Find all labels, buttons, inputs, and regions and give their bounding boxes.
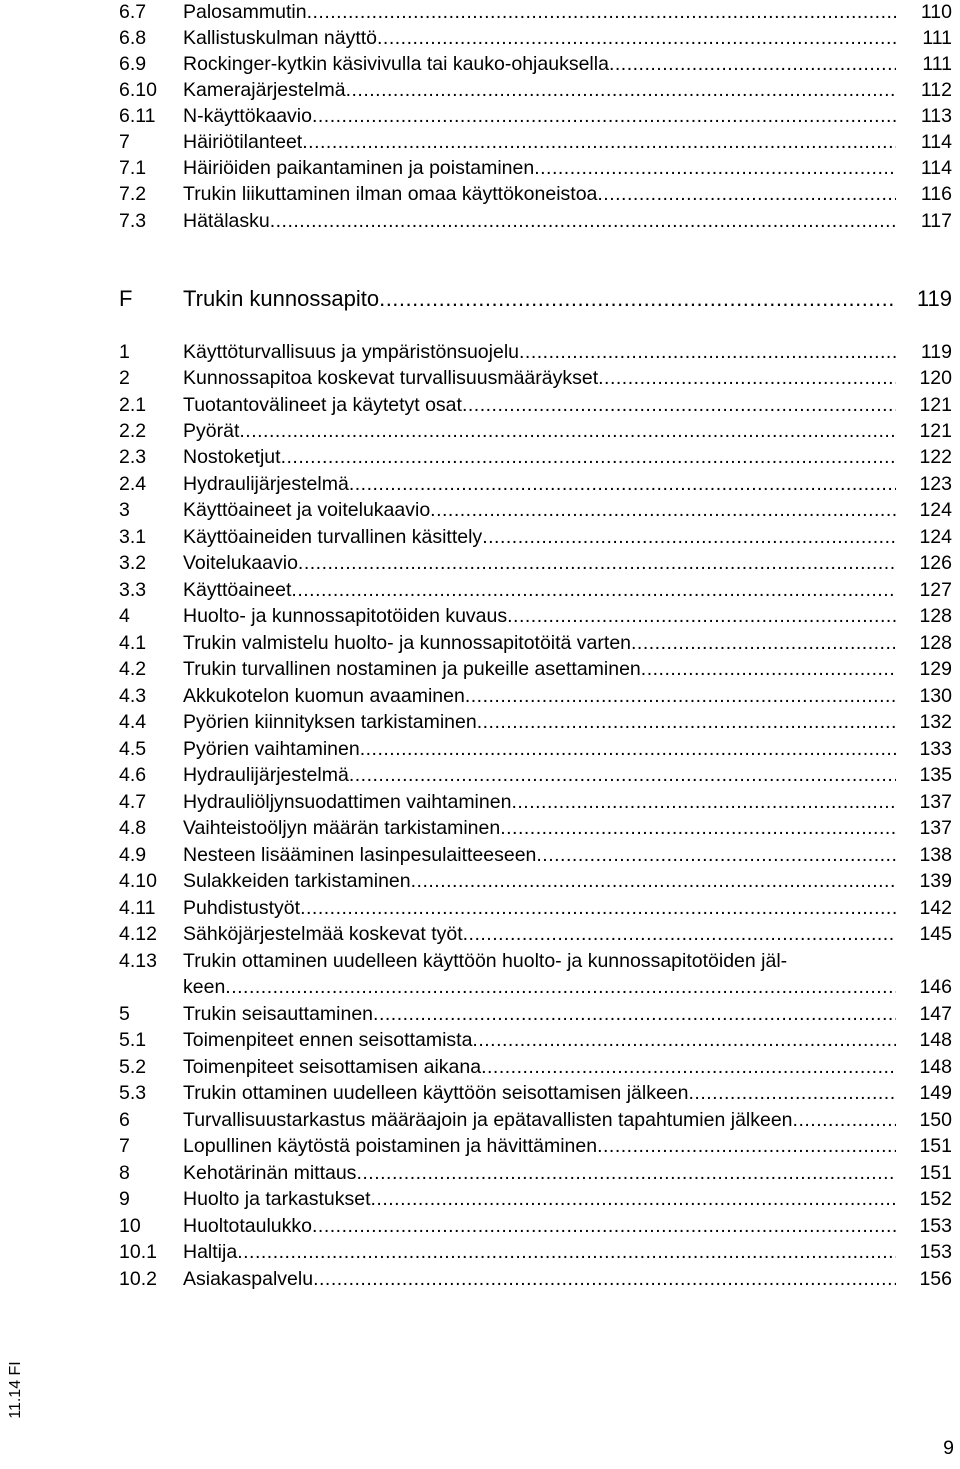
toc-entry-multiline-first[interactable]	[0, 948, 960, 974]
toc-entry-page: 127	[919, 579, 952, 601]
leader-dots	[298, 550, 896, 576]
toc-entry[interactable]	[0, 1239, 960, 1265]
leader-dots	[597, 181, 896, 207]
toc-entry-title: Puhdistustyöt	[183, 897, 301, 919]
toc-entry-title: Käyttöturvallisuus ja ympäristönsuojelu	[183, 341, 519, 363]
toc-entry-page: 124	[919, 526, 952, 548]
toc-entry-page: 120	[919, 367, 952, 389]
toc-entry-title: Toimenpiteet ennen seisottamista	[183, 1029, 473, 1051]
toc-entry-title: Käyttöaineet	[183, 579, 292, 601]
leader-dots	[689, 1080, 897, 1106]
toc-entry-title: Toimenpiteet seisottamisen aikana	[183, 1056, 482, 1078]
toc-entry-number: 3.3	[119, 579, 147, 601]
leader-dots	[291, 577, 896, 603]
toc-entry[interactable]	[0, 181, 960, 207]
leader-dots	[609, 51, 896, 77]
toc-entry[interactable]	[0, 51, 960, 77]
toc-entry[interactable]	[0, 656, 960, 682]
toc-entry-number: 1	[119, 341, 130, 363]
toc-entry[interactable]	[0, 392, 960, 418]
toc-entry-title: Akkukotelon kuomun avaaminen	[183, 685, 465, 707]
toc-entry-number: 8	[119, 1162, 130, 1184]
leader-dots	[302, 129, 896, 155]
toc-entry-title: Käyttöaineiden turvallinen käsittely	[183, 526, 483, 548]
leader-dots	[534, 155, 896, 181]
toc-entry-page: 153	[919, 1215, 952, 1237]
toc-entry[interactable]	[0, 0, 960, 25]
toc-entry-title: Kallistuskulman näyttö	[183, 27, 378, 49]
toc-entry[interactable]	[0, 921, 960, 947]
toc-entry[interactable]	[0, 762, 960, 788]
toc-entry-title: Huolto ja tarkastukset	[183, 1188, 371, 1210]
leader-dots	[472, 1027, 896, 1053]
toc-entry-page: 138	[919, 844, 952, 866]
toc-entry-page: 119	[920, 341, 952, 363]
leader-dots	[239, 418, 896, 444]
toc-entry-title: Hydraulijärjestelmä	[183, 473, 349, 495]
toc-entry-title: Asiakaspalvelu	[183, 1268, 314, 1290]
toc-entry[interactable]	[0, 842, 960, 868]
leader-dots	[631, 630, 896, 656]
toc-entry[interactable]	[0, 1027, 960, 1053]
toc-entry-title: Huoltotaulukko	[183, 1215, 312, 1237]
leader-dots	[536, 842, 896, 868]
toc-entry-page: 151	[919, 1162, 952, 1184]
toc-entry[interactable]	[0, 339, 960, 365]
toc-entry-number: 3	[119, 499, 130, 521]
toc-entry-number: 6.11	[119, 105, 156, 127]
toc-entry[interactable]	[0, 1213, 960, 1239]
toc-entry[interactable]	[0, 77, 960, 103]
leader-dots	[346, 77, 896, 103]
toc-entry-title: Trukin turvallinen nostaminen ja pukeille asettaminen	[183, 658, 641, 680]
toc-entry-page: 111	[922, 27, 952, 49]
leader-dots	[312, 1213, 896, 1239]
toc-entry-title: Lopullinen käytöstä poistaminen ja hävittäminen	[183, 1135, 598, 1157]
leader-dots	[597, 1133, 896, 1159]
leader-dots	[237, 1239, 896, 1265]
leader-dots	[482, 524, 896, 550]
toc-entry-page: 137	[919, 817, 952, 839]
toc-entry-number: 5.1	[119, 1029, 147, 1051]
toc-entry[interactable]	[0, 603, 960, 629]
toc-entry[interactable]	[0, 129, 960, 155]
toc-entry-page: 145	[919, 923, 952, 945]
toc-entry-number: 4.8	[119, 817, 147, 839]
toc-entry-title: Voitelukaavio	[183, 552, 298, 574]
toc-entry-number: 7.3	[119, 210, 147, 232]
toc-entry-title: Vaihteistoöljyn määrän tarkistaminen	[183, 817, 501, 839]
toc-entry-number: 7	[119, 131, 130, 153]
toc-entry[interactable]	[0, 1186, 960, 1212]
toc-entry-page: 146	[919, 976, 952, 998]
toc-entry-title: Hätälasku	[183, 210, 270, 232]
leader-dots	[373, 1001, 896, 1027]
leader-dots	[312, 103, 896, 129]
toc-entry-page: 139	[919, 870, 952, 892]
toc-entry[interactable]	[0, 524, 960, 550]
toc-entry-number: F	[119, 286, 133, 311]
toc-entry-title-continuation: keen	[183, 976, 226, 998]
toc-entry-title: Trukin valmistelu huolto- ja kunnossapitotöitä varten	[183, 632, 632, 654]
toc-entry-multiline-second[interactable]	[0, 974, 960, 1000]
toc-entry-title: Hydrauliöljynsuodattimen vaihtaminen	[183, 791, 512, 813]
toc-entry[interactable]	[0, 577, 960, 603]
toc-entry-number: 6	[119, 1109, 130, 1131]
toc-entry-title: Trukin liikuttaminen ilman omaa käyttökoneistoa	[183, 183, 598, 205]
toc-entry-page: 133	[919, 738, 952, 760]
toc-entry-page: 121	[919, 420, 952, 442]
toc-entry-number: 6.8	[119, 27, 147, 49]
toc-entry[interactable]	[0, 497, 960, 523]
toc-entry-title: N-käyttökaavio	[183, 105, 312, 127]
toc-entry-number: 4.5	[119, 738, 147, 760]
toc-entry-number: 7	[119, 1135, 130, 1157]
toc-entry-number: 5	[119, 1003, 130, 1025]
toc-entry-number: 2.2	[119, 420, 147, 442]
toc-entry-page: 132	[919, 711, 952, 733]
toc-entry-number: 4.2	[119, 658, 147, 680]
toc-entry-number: 9	[119, 1188, 130, 1210]
toc-entry-number: 4.13	[119, 950, 157, 972]
version-text: 11.14 FI	[7, 1361, 24, 1419]
toc-entry-page: 114	[920, 131, 952, 153]
toc-entry-page: 119	[916, 286, 952, 311]
toc-entry[interactable]	[0, 815, 960, 841]
toc-entry-title: Palosammutin	[183, 1, 307, 23]
toc-entry-number: 4.12	[119, 923, 157, 945]
leader-dots	[465, 683, 896, 709]
toc-entry-page: 128	[919, 605, 952, 627]
toc-entry-title: Huolto- ja kunnossapitotöiden kuvaus	[183, 605, 508, 627]
toc-entry-page: 111	[922, 53, 952, 75]
toc-entry-number: 7.2	[119, 183, 147, 205]
toc-entry[interactable]	[0, 1054, 960, 1080]
toc-entry-number: 3.1	[119, 526, 147, 548]
toc-entry-title: Häiriöiden paikantaminen ja poistaminen	[183, 157, 535, 179]
leader-dots	[411, 868, 896, 894]
toc-entry-number: 4.7	[119, 791, 147, 813]
toc-entry[interactable]	[0, 208, 960, 234]
toc-entry-number: 6.9	[119, 53, 147, 75]
toc-entry-page: 124	[919, 499, 952, 521]
toc-entry-number: 2	[119, 367, 130, 389]
toc-entry-page: 123	[919, 473, 952, 495]
toc-entry-number: 4.6	[119, 764, 147, 786]
toc-entry-number: 10.1	[119, 1241, 157, 1263]
leader-dots	[360, 736, 896, 762]
toc-entry[interactable]	[0, 736, 960, 762]
toc-entry[interactable]	[0, 1133, 960, 1159]
toc-entry-page: 156	[919, 1268, 952, 1290]
toc-entry-page: 153	[919, 1241, 952, 1263]
toc-entry[interactable]	[0, 365, 960, 391]
leader-dots	[519, 339, 896, 365]
leader-dots	[281, 444, 896, 470]
toc-entry-title: Nesteen lisääminen lasinpesulaitteeseen	[183, 844, 537, 866]
toc-entry[interactable]	[0, 868, 960, 894]
toc-entry-number: 4.1	[119, 632, 147, 654]
toc-entry-title: Trukin kunnossapito	[183, 286, 380, 311]
toc-entry[interactable]	[0, 25, 960, 51]
toc-entry[interactable]	[0, 1266, 960, 1292]
toc-entry-title: Rockinger-kytkin käsivivulla tai kauko-ohjauksella	[183, 53, 609, 75]
toc-entry[interactable]	[0, 418, 960, 444]
leader-dots	[500, 815, 896, 841]
leader-dots	[307, 0, 896, 25]
toc-entry-title: Sähköjärjestelmää koskevat työt	[183, 923, 463, 945]
toc-entry[interactable]	[0, 444, 960, 470]
toc-entry-number: 5.2	[119, 1056, 147, 1078]
toc-entry-page: 129	[919, 658, 952, 680]
toc-entry-number: 2.4	[119, 473, 147, 495]
leader-dots	[349, 471, 896, 497]
leader-dots	[598, 365, 896, 391]
toc-entry-title: Trukin ottaminen uudelleen käyttöön seisottamisen jälkeen	[183, 1082, 689, 1104]
toc-entry-title: Kehotärinän mittaus	[183, 1162, 357, 1184]
toc-entry-number: 4.10	[119, 870, 157, 892]
toc-entry[interactable]	[0, 550, 960, 576]
toc-entry-title: Pyörien vaihtaminen	[183, 738, 360, 760]
toc-entry[interactable]	[0, 895, 960, 921]
toc-entry[interactable]	[0, 709, 960, 735]
toc-entry-page: 142	[919, 897, 952, 919]
leader-dots	[377, 25, 896, 51]
toc-entry[interactable]	[0, 1080, 960, 1106]
leader-dots	[379, 286, 896, 312]
leader-dots	[349, 762, 896, 788]
toc-entry-page: 152	[919, 1188, 952, 1210]
toc-entry[interactable]	[0, 1160, 960, 1186]
leader-dots	[481, 1054, 896, 1080]
leader-dots	[462, 392, 896, 418]
toc-entry-title: Pyörät	[183, 420, 240, 442]
toc-entry-number: 2.1	[119, 394, 147, 416]
toc-entry[interactable]	[0, 1107, 960, 1133]
toc-entry-number: 10	[119, 1215, 141, 1237]
toc-entry[interactable]	[0, 1001, 960, 1027]
toc-entry-number: 4.9	[119, 844, 147, 866]
toc-entry-number: 4	[119, 605, 130, 627]
toc-entry[interactable]	[0, 471, 960, 497]
leader-dots	[507, 603, 896, 629]
toc-entry[interactable]	[0, 155, 960, 181]
toc-entry-page: 149	[919, 1082, 952, 1104]
toc-entry-number: 2.3	[119, 446, 147, 468]
toc-entry-number: 3.2	[119, 552, 147, 574]
toc-entry-number: 6.7	[119, 1, 147, 23]
toc-entry[interactable]	[0, 103, 960, 129]
leader-dots	[477, 709, 896, 735]
toc-entry-title: Kunnossapitoa koskevat turvallisuusmääräykset	[183, 367, 599, 389]
toc-entry-number: 5.3	[119, 1082, 147, 1104]
toc-entry-title: Kamerajärjestelmä	[183, 79, 346, 101]
toc-entry-title: Haltija	[183, 1241, 238, 1263]
toc-entry-title: Tuotantovälineet ja käytetyt osat	[183, 394, 462, 416]
toc-entry-page: 147	[919, 1003, 952, 1025]
toc-entry-page: 148	[919, 1056, 952, 1078]
toc-entry-page: 113	[920, 105, 952, 127]
toc-entry-title: Käyttöaineet ja voitelukaavio	[183, 499, 431, 521]
leader-dots	[300, 895, 896, 921]
toc-entry-number: 4.4	[119, 711, 147, 733]
toc-entry-number: 7.1	[119, 157, 147, 179]
toc-entry-number: 6.10	[119, 79, 157, 101]
toc-entry-title: Sulakkeiden tarkistaminen	[183, 870, 411, 892]
toc-entry-title: Pyörien kiinnityksen tarkistaminen	[183, 711, 477, 733]
toc-entry[interactable]	[0, 789, 960, 815]
toc-entry-number: 10.2	[119, 1268, 157, 1290]
toc-entry-page: 110	[920, 1, 952, 23]
leader-dots	[430, 497, 896, 523]
toc-entry-title: Trukin ottaminen uudelleen käyttöön huolto- ja kunnossapitotöiden jäl-	[183, 950, 788, 972]
toc-entry-page: 121	[919, 394, 952, 416]
toc-entry-page: 112	[920, 79, 952, 101]
document-version-label	[0, 1360, 30, 1420]
toc-entry[interactable]	[0, 630, 960, 656]
toc-entry-page: 151	[919, 1135, 952, 1157]
toc-entry-page: 117	[920, 210, 952, 232]
leader-dots	[225, 974, 896, 1000]
toc-entry-page: 135	[919, 764, 952, 786]
toc-entry-number: 4.11	[119, 897, 156, 919]
toc-entry-page: 126	[919, 552, 952, 574]
leader-dots	[641, 656, 896, 682]
toc-entry-page: 150	[919, 1109, 952, 1131]
leader-dots	[313, 1266, 896, 1292]
leader-dots	[356, 1160, 896, 1186]
leader-dots	[463, 921, 896, 947]
toc-entry-page: 128	[919, 632, 952, 654]
leader-dots	[793, 1107, 896, 1133]
toc-entry[interactable]	[0, 683, 960, 709]
toc-entry-page: 114	[920, 157, 952, 179]
toc-entry-page: 122	[919, 446, 952, 468]
leader-dots	[511, 789, 896, 815]
toc-entry-title: Nostoketjut	[183, 446, 281, 468]
leader-dots	[371, 1186, 896, 1212]
toc-entry-page: 137	[919, 791, 952, 813]
toc-entry-title: Turvallisuustarkastus määräajoin ja epätavallisten tapahtumien jälkeen	[183, 1109, 793, 1131]
toc-entry-page: 130	[919, 685, 952, 707]
toc-entry-number: 4.3	[119, 685, 147, 707]
toc-entry-page: 116	[920, 183, 952, 205]
toc-entry-title: Trukin seisauttaminen	[183, 1003, 374, 1025]
toc-chapter-heading[interactable]	[0, 286, 960, 312]
toc-entry-page: 148	[919, 1029, 952, 1051]
toc-entry-title: Hydraulijärjestelmä	[183, 764, 349, 786]
leader-dots	[270, 208, 896, 234]
toc-entry-title: Häiriötilanteet	[183, 131, 303, 153]
page-number: 9	[943, 1437, 954, 1459]
